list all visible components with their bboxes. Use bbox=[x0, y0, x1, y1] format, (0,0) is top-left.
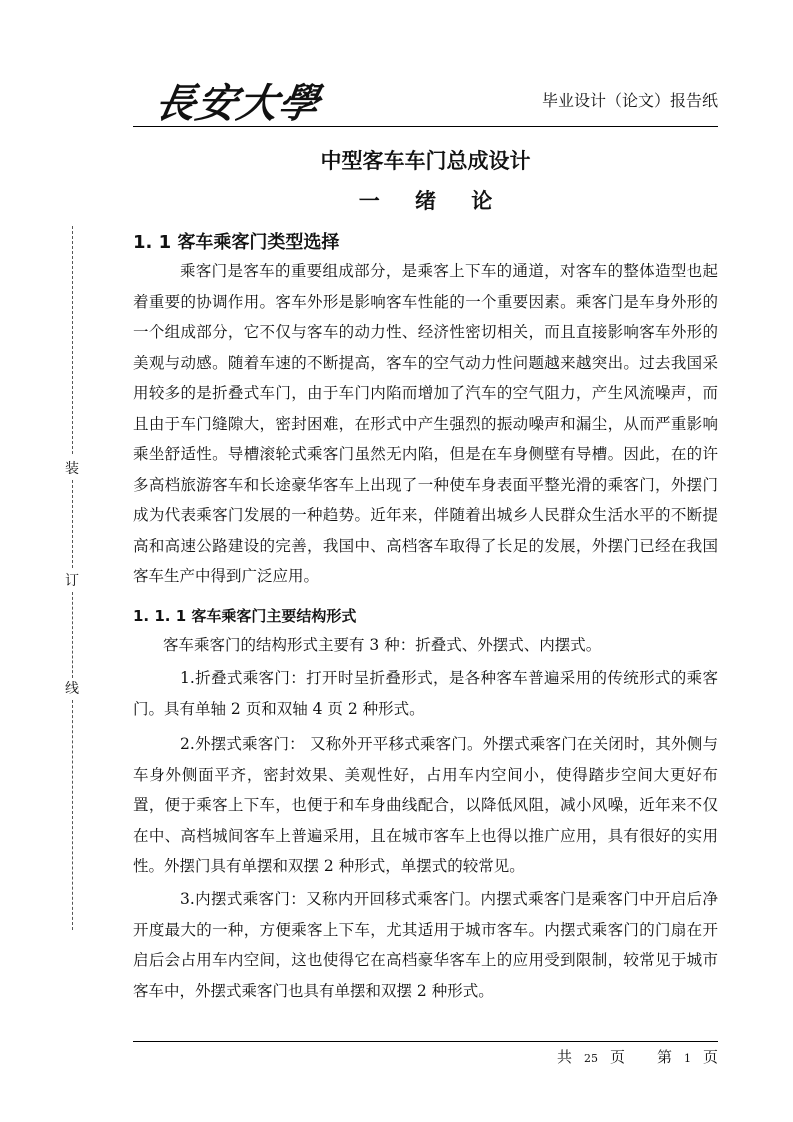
section-intro-paragraph: 乘客门是客车的重要组成部分，是乘客上下车的通道，对客车的整体造型也起着重要的协调作用。客车外形是影响客车性能的一个重要因素。乘客门是车身外形的一个组成部分，它不仅与客车的动力性、经济性密切相关，而且直接影响客车外形的美观与动感。随着车速的不断提高，客车的空气动力性问题越来越突出。过去我国采用较多的是折叠式车门，由于车门内陷而增加了汽车的空气阻力，产生风流噪声，而且由于车门缝隙大，密封困难，在形式中产生强烈的振动噪声和漏尘，从而严重影响乘坐舒适性。导槽滚轮式乘客门虽然无内陷，但是在车身侧壁有导槽。因此，在的许多高档旅游客车和长途豪华客车上出现了一种使车身表面平整光滑的乘客门，外摆门成为代表乘客门发展的一种趋势。近年来，伴随着出城乡人民群众生活水平的不断提高和高速公路建设的完善，我国中、高档客车取得了长足的发展，外摆门已经在我国客车生产中得到广泛应用。 bbox=[133, 262, 718, 585]
report-paper-label: 毕业设计（论文）报告纸 bbox=[541, 91, 718, 110]
university-logo: 長安大學 bbox=[151, 80, 324, 127]
current-page: 1 bbox=[683, 1052, 691, 1065]
chapter-name: 绪 论 bbox=[415, 189, 493, 213]
binding-char-xian: 线 bbox=[65, 681, 79, 697]
chapter-heading bbox=[133, 185, 718, 215]
section-heading: 1. 1 客车乘客门类型选择 bbox=[133, 232, 340, 253]
total-pages: 25 bbox=[583, 1052, 598, 1065]
document-title: 中型客车车门总成设计 bbox=[320, 149, 531, 173]
binding-dash bbox=[72, 480, 73, 568]
current-label: 第 bbox=[656, 1048, 672, 1066]
binding-line bbox=[65, 226, 79, 930]
door-type-folding: 1.折叠式乘客门：打开时呈折叠形式，是各种客车普遍采用的传统形式的乘客门。具有单轴 2 页和双轴 4 页 2 种形式。 bbox=[133, 669, 718, 718]
binding-char-ding: 订 bbox=[65, 573, 79, 589]
page-counter bbox=[557, 1046, 718, 1067]
header-divider bbox=[133, 126, 718, 127]
binding-dash bbox=[72, 226, 73, 454]
door-type-inswing: 3.内摆式乘客门：又称内开回移式乘客门。内摆式乘客门是乘客门中开启后净开度最大的一种，方便乘客上下车，尤其适用于城市客车。内摆式乘客门的门扇在开启后会占用车内空间，这也使得它在高档豪华客车上的应用受到限制，较常见于城市客车中，外摆式乘客门也具有单摆和双摆 2 种形式。 bbox=[133, 890, 718, 1000]
subsection-lead-paragraph: 客车乘客门的结构形式主要有 3 种：折叠式、外摆式、内摆式。 bbox=[163, 636, 602, 654]
binding-dash bbox=[72, 592, 73, 678]
door-type-outswing: 2.外摆式乘客门： 又称外开平移式乘客门。外摆式乘客门在关闭时，其外侧与车身外侧面平齐，密封效果、美观性好，占用车内空间小，使得踏步空间大更好布置，便于乘客上下车，也便于和车身曲线配合，以降低风阻，减小风噪，近年来不仅在中、高档城间客车上普遍采用，且在城市客车上也得以推广应用，具有很好的实用性。外摆门具有单摆和双摆 2 种形式，单摆式的较常见。 bbox=[133, 735, 718, 875]
binding-char-zhuang: 装 bbox=[65, 461, 79, 477]
footer-divider bbox=[133, 1041, 718, 1042]
binding-dash bbox=[72, 700, 73, 930]
page-unit-label: 页 bbox=[609, 1048, 625, 1066]
subsection-heading: 1. 1. 1 客车乘客门主要结构形式 bbox=[133, 607, 357, 625]
chapter-number: 一 bbox=[358, 189, 380, 213]
current-unit-label: 页 bbox=[702, 1048, 718, 1066]
total-label: 共 bbox=[556, 1048, 572, 1066]
